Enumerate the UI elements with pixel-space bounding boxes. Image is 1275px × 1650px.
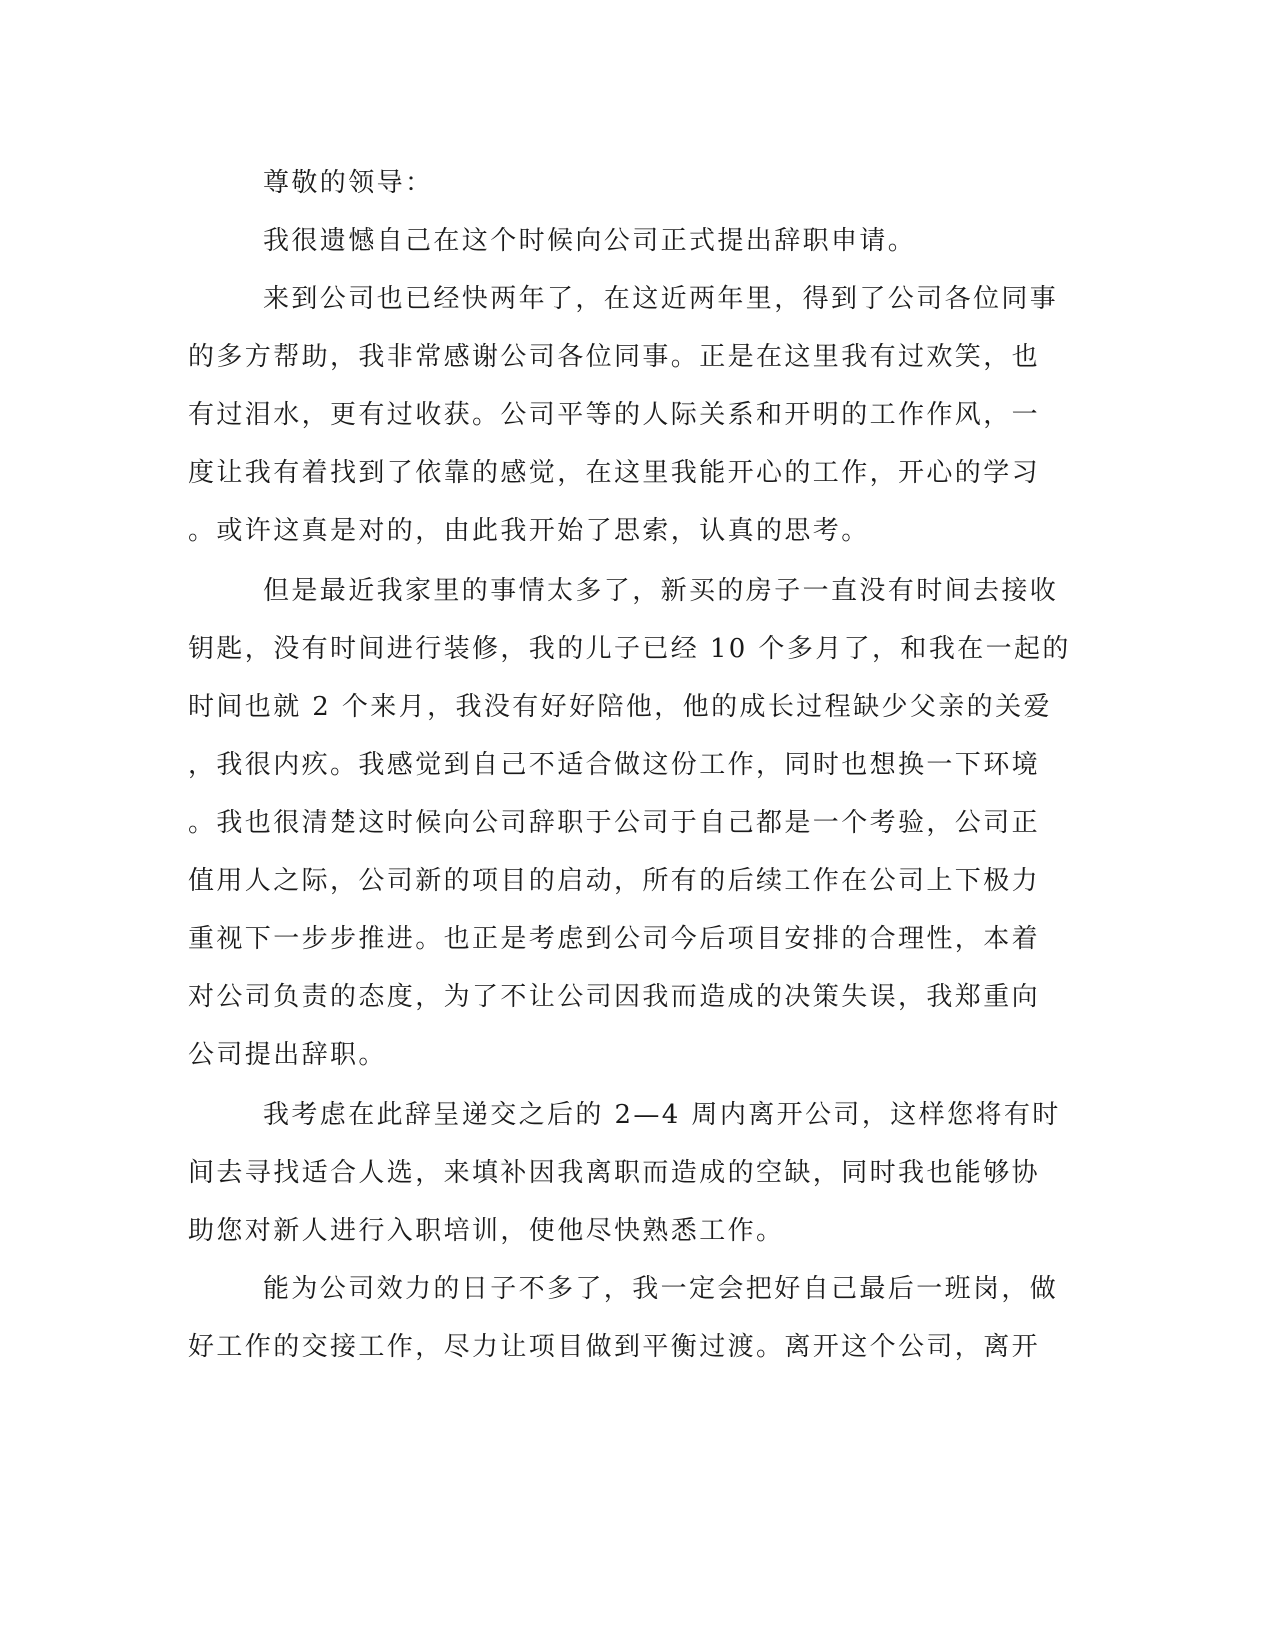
text-line: 我考虑在此辞呈递交之后的 2—4 周内离开公司，这样您将有时: [263, 1100, 1061, 1130]
text-line: 来到公司也已经快两年了，在这近两年里，得到了公司各位同事: [263, 284, 1059, 314]
text-line: 时间也就 2 个来月，我没有好好陪他，他的成长过程缺少父亲的关爱: [188, 692, 1052, 722]
text-line: 我很遗憾自己在这个时候向公司正式提出辞职申请。: [263, 226, 917, 256]
text-line: ，我很内疚。我感觉到自己不适合做这份工作，同时也想换一下环境: [188, 750, 1041, 780]
text-line: 有过泪水，更有过收获。公司平等的人际关系和开明的工作作风，一: [188, 400, 1041, 430]
text-line: 重视下一步步推进。也正是考虑到公司今后项目安排的合理性，本着: [188, 924, 1041, 954]
text-line: 间去寻找适合人选，来填补因我离职而造成的空缺，同时我也能够协: [188, 1158, 1041, 1188]
text-line: 钥匙，没有时间进行装修，我的儿子已经 10 个多月了，和我在一起的: [188, 634, 1071, 664]
text-line: 值用人之际，公司新的项目的启动，所有的后续工作在公司上下极力: [188, 866, 1041, 896]
text-line: 公司提出辞职。: [188, 1040, 387, 1070]
text-line: 对公司负责的态度，为了不让公司因我而造成的决策失误，我郑重向: [188, 982, 1041, 1012]
text-line: 好工作的交接工作，尽力让项目做到平衡过渡。离开这个公司，离开: [188, 1332, 1041, 1362]
text-line: 。或许这真是对的，由此我开始了思索，认真的思考。: [188, 516, 870, 546]
text-line: 助您对新人进行入职培训，使他尽快熟悉工作。: [188, 1216, 785, 1246]
text-line: 的多方帮助，我非常感谢公司各位同事。正是在这里我有过欢笑，也: [188, 342, 1041, 372]
text-line: 但是最近我家里的事情太多了，新买的房子一直没有时间去接收: [263, 576, 1059, 606]
text-line: 。我也很清楚这时候向公司辞职于公司于自己都是一个考验，公司正: [188, 808, 1041, 838]
text-line: 度让我有着找到了依靠的感觉，在这里我能开心的工作，开心的学习: [188, 458, 1041, 488]
salutation: 尊敬的领导：: [263, 168, 434, 198]
text-line: 能为公司效力的日子不多了，我一定会把好自己最后一班岗，做: [263, 1274, 1059, 1304]
